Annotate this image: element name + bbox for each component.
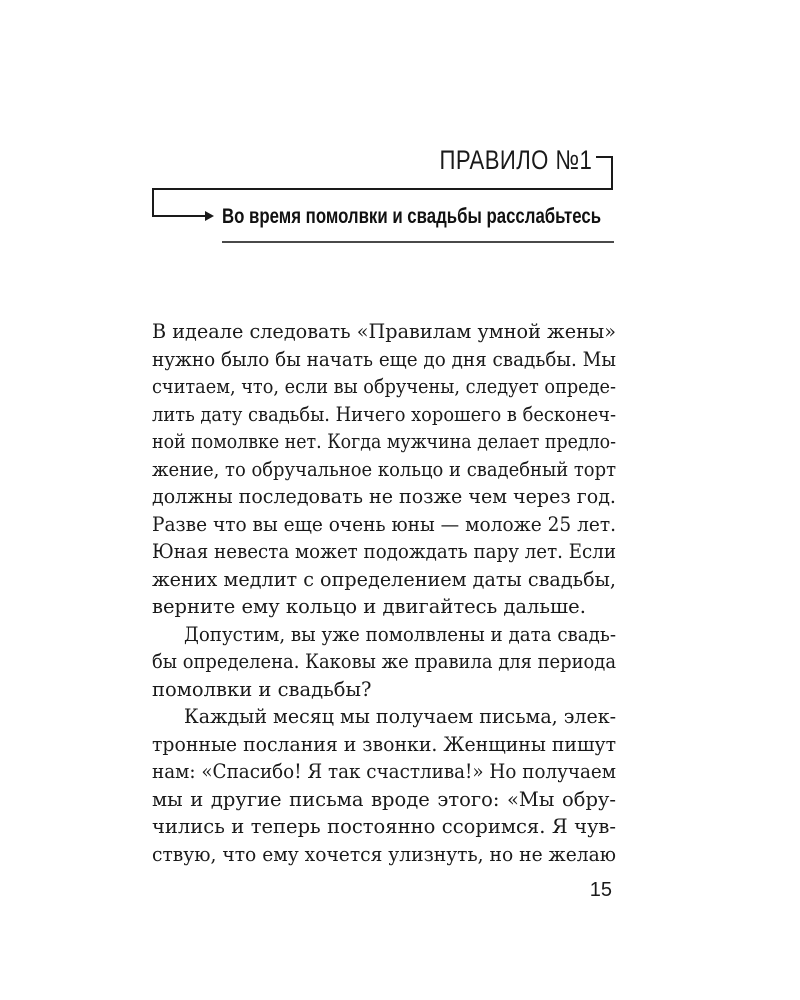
body-text — [152, 318, 616, 868]
text-line: Каждый месяц мы получаем письма, элек- — [184, 705, 616, 728]
text-line: нам: «Спасибо! Я так счастлива!» Но получаем — [152, 760, 616, 783]
rule-title: ПРАВИЛО №1 — [439, 145, 592, 175]
text-line: В идеале следовать «Правилам умной жены» — [152, 320, 616, 343]
text-line: Юная невеста может подождать пару лет. Если — [152, 540, 616, 563]
text-line: чились и теперь постоянно ссоримся. Я чув- — [152, 815, 616, 838]
text-line: лить дату свадьбы. Ничего хорошего в бесконеч- — [152, 402, 616, 426]
text-line: верните ему кольцо и двигайтесь дальше. — [152, 595, 586, 618]
text-line: Разве что вы еще очень юны — моложе 25 лет. — [152, 512, 616, 536]
header-connector-line — [152, 188, 613, 190]
text-line: нужно было бы начать еще до дня свадьбы. Мы — [152, 347, 616, 371]
text-line: помолвки и свадьбы? — [152, 677, 372, 701]
header-bracket-left — [152, 188, 154, 217]
subtitle-underline — [222, 241, 614, 243]
arrow-shaft — [152, 215, 208, 217]
text-line: Допустим, вы уже помолвлены и дата свадь- — [184, 622, 616, 646]
text-line: мы и другие письма вроде этого: «Мы обру- — [152, 787, 616, 811]
arrow-right-icon — [205, 211, 214, 221]
text-line: должны последовать не позже чем через год. — [152, 485, 616, 508]
header-bracket-right — [596, 156, 613, 190]
text-line: жение, то обручальное кольцо и свадебный торт — [152, 457, 616, 481]
rule-subtitle: Во время помолвки и свадьбы расслабьтесь — [222, 205, 602, 228]
text-line: ной помолвке нет. Когда мужчина делает предло- — [152, 430, 616, 453]
text-line: считаем, что, если вы обручены, следует опреде- — [152, 375, 616, 398]
text-line: жених медлит с определением даты свадьбы, — [152, 567, 616, 591]
text-line: ствую, что ему хочется улизнуть, но не желаю — [152, 842, 616, 866]
text-line: бы определена. Каковы же правила для периода — [152, 650, 616, 673]
text-line: тронные послания и звонки. Женщины пишут — [152, 732, 616, 756]
page-number: 15 — [589, 879, 612, 901]
